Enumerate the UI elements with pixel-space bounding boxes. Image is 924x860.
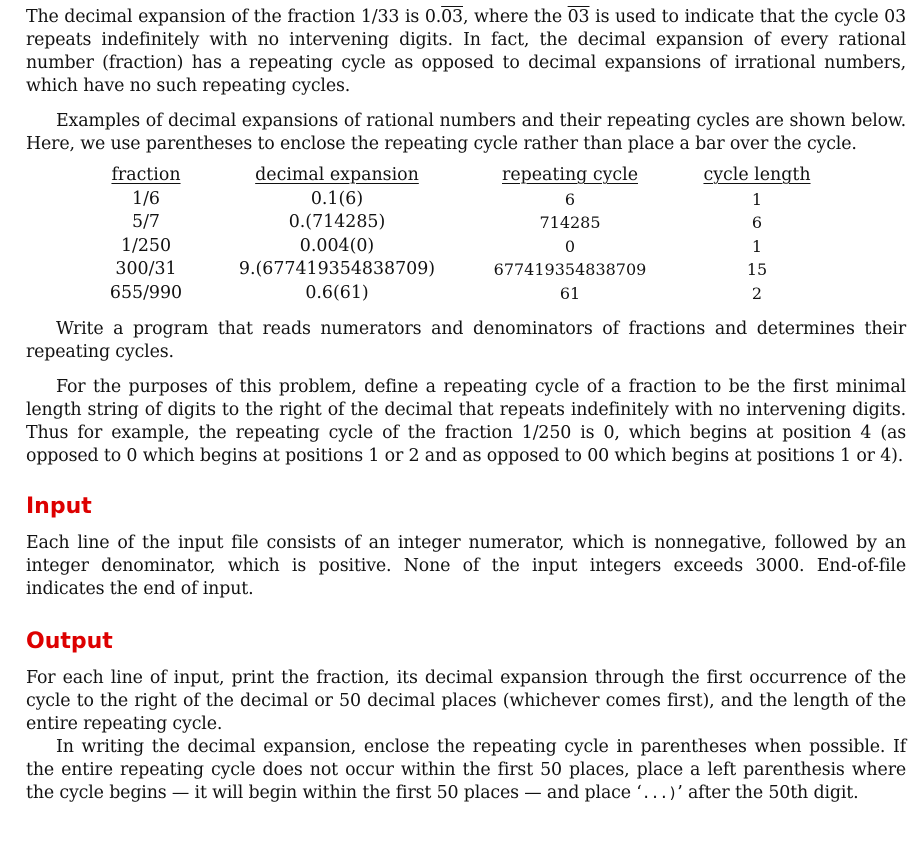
cell-decimal: 0.(714285) xyxy=(288,212,386,233)
input-heading: Input xyxy=(26,493,92,519)
table-row xyxy=(94,211,850,235)
overlined-cycle-2: 03 xyxy=(567,7,590,27)
cell-decimal: 0.6(61) xyxy=(305,282,369,303)
ellipsis-code: ...) xyxy=(641,783,678,802)
header-decimal-expansion: decimal expansion xyxy=(255,165,419,185)
header-fraction: fraction xyxy=(111,165,181,185)
cell-length: 6 xyxy=(751,213,763,233)
table-row xyxy=(94,258,850,282)
cell-length: 1 xyxy=(751,236,763,256)
table-row xyxy=(94,188,850,212)
cell-fraction: 655/990 xyxy=(109,282,183,303)
output-text-b: ’ after the 50th digit. xyxy=(677,782,859,803)
definition-paragraph: For the purposes of this problem, define a repeating cycle of a fraction to be the first minimal length string of digits to the right of the decimal that repeats indefinitely with no intervening digits. Thus for example, the repeating cycle of the fraction 1/250 is 0, which begins at position 4 (as opposed to 0 which begins at positions 1 or 2 and as opposed to 00 which begins at positions 1 or 4). xyxy=(26,376,906,466)
header-repeating-cycle: repeating cycle xyxy=(502,165,638,185)
examples-table xyxy=(94,164,850,306)
table-row xyxy=(94,235,850,259)
overlined-cycle-1: 03 xyxy=(441,7,463,27)
table-row xyxy=(94,282,850,306)
intro-text-a: The decimal expansion of the fraction 1/33 is 0. xyxy=(26,7,442,27)
cell-length: 1 xyxy=(751,189,763,209)
cell-cycle: 6 xyxy=(564,189,576,209)
cell-cycle: 61 xyxy=(559,283,581,303)
cell-length: 15 xyxy=(746,260,768,280)
cell-length: 2 xyxy=(751,283,763,303)
cell-cycle: 677419354838709 xyxy=(493,260,647,280)
intro-text-b: , where the xyxy=(462,7,568,27)
output-heading: Output xyxy=(26,628,113,654)
intro-paragraph-2: Examples of decimal expansions of rational numbers and their repeating cycles are shown below. Here, we use parentheses to enclose the repeating cycle rather than place a bar over the cycle. xyxy=(26,111,906,154)
cell-fraction: 1/6 xyxy=(132,188,160,209)
output-text-a: In writing the decimal expansion, enclose the repeating cycle in parentheses when possible. If the entire repeating cycle does not occur within the first 50 places, place a left parenthesis where the cycle begins — it will begin within the first 50 places — and place ‘ xyxy=(26,736,906,803)
examples-table-wrapper xyxy=(26,164,906,306)
intro-text-c: is used to indicate that the cycle 03 repeats indefinitely with no intervening digits. In fact, the decimal expansion of every rational number (fraction) has a repeating cycle as opposed to decimal expansions of irrational numbers, which have no such repeating cycles. xyxy=(26,7,906,96)
table-header-row xyxy=(94,164,850,188)
cell-decimal: 0.004(0) xyxy=(299,235,375,256)
cell-cycle: 0 xyxy=(564,236,576,256)
cell-fraction: 300/31 xyxy=(115,259,177,280)
cell-decimal: 0.1(6) xyxy=(310,188,364,209)
input-description: Each line of the input file consists of an integer numerator, which is nonnegative, followed by an integer denominator, which is positive. None of the input integers exceeds 3000. End-of-file indicates the end of input. xyxy=(26,532,906,599)
cell-cycle: 714285 xyxy=(539,213,601,233)
cell-fraction: 5/7 xyxy=(132,212,160,233)
task-paragraph: Write a program that reads numerators and denominators of fractions and determines their repeating cycles. xyxy=(26,318,906,362)
cell-fraction: 1/250 xyxy=(120,235,172,256)
output-description-1: For each line of input, print the fraction, its decimal expansion through the first occurrence of the cycle to the right of the decimal or 50 decimal places (whichever comes first), and the length of the entire repeating cycle. xyxy=(26,667,906,734)
cell-decimal: 9.(677419354838709) xyxy=(238,259,436,280)
intro-paragraph-1 xyxy=(26,6,906,98)
output-description-2 xyxy=(26,736,906,805)
header-cycle-length: cycle length xyxy=(703,165,811,185)
